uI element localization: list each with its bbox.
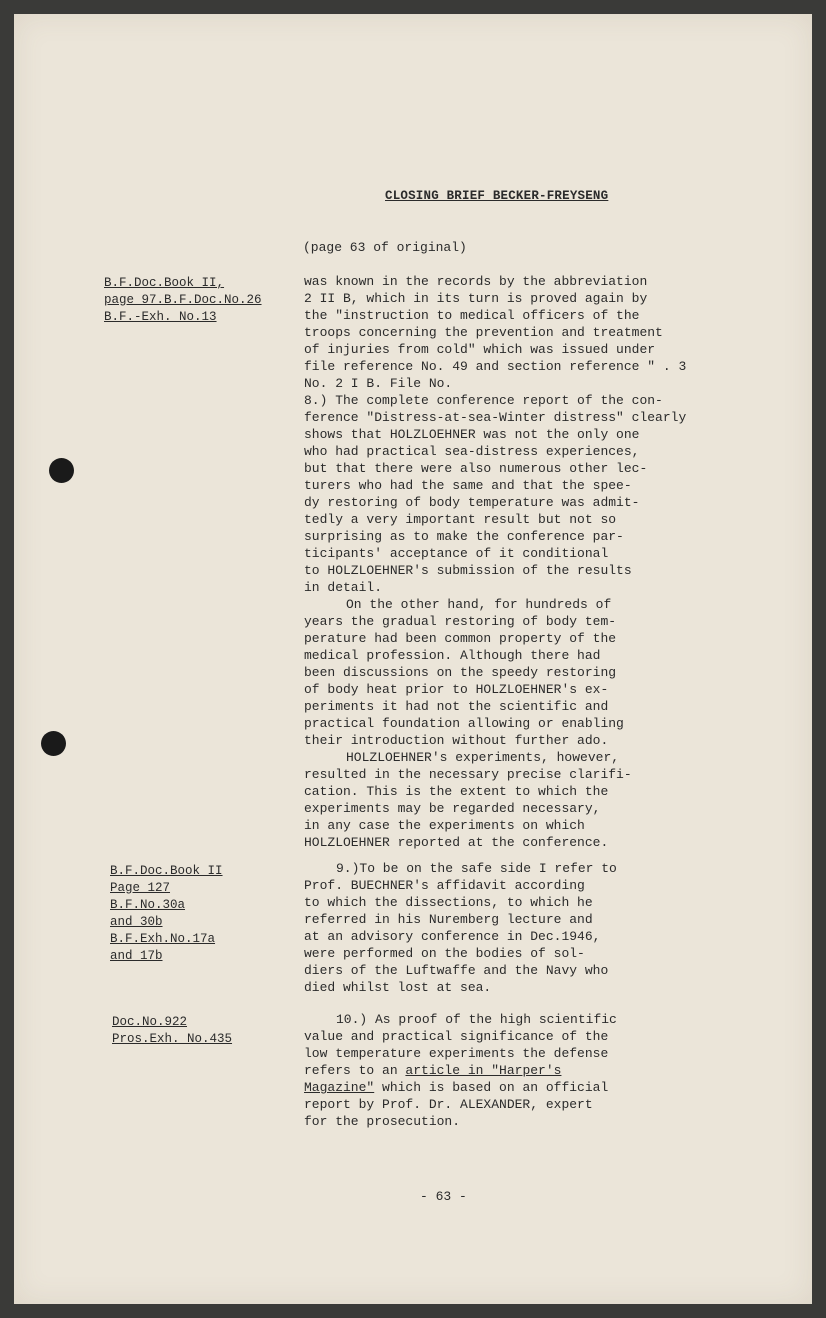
margin-note-line: Page 127 xyxy=(110,881,171,895)
text-line: tedly a very important result but not so xyxy=(304,512,617,527)
text-line: experiments may be regarded necessary, xyxy=(304,801,601,816)
harpers-article-ref: article in "Harper's xyxy=(405,1063,562,1078)
paragraph-other-hand xyxy=(304,596,624,749)
margin-note-line: B.F.Doc.Book II, xyxy=(104,276,225,290)
text-line: was known in the records by the abbreviation xyxy=(304,274,648,289)
paragraph-records xyxy=(304,273,686,392)
text-line xyxy=(304,1079,617,1096)
margin-note-line: B.F.Doc.Book II xyxy=(110,864,223,878)
text-line: low temperature experiments the defense xyxy=(304,1046,609,1061)
margin-note-line: Doc.No.922 xyxy=(112,1015,188,1029)
text-line: to which the dissections, to which he xyxy=(304,895,593,910)
text-line: dy restoring of body temperature was admit- xyxy=(304,495,640,510)
text-line: turers who had the same and that the spee- xyxy=(304,478,632,493)
text-line: value and practical significance of the xyxy=(304,1029,609,1044)
text-fragment: refers to an xyxy=(304,1063,406,1078)
margin-note-1 xyxy=(104,275,262,326)
text-line: to HOLZLOEHNER's submission of the results xyxy=(304,563,632,578)
text-line: resulted in the necessary precise clarifi- xyxy=(304,767,632,782)
margin-note-line: and 17b xyxy=(110,949,163,963)
text-line: years the gradual restoring of body tem- xyxy=(304,614,617,629)
text-line: 8.) The complete conference report of the con- xyxy=(304,393,663,408)
text-line: ticipants' acceptance of it conditional xyxy=(304,546,609,561)
margin-note-line: Pros.Exh. No.435 xyxy=(112,1032,233,1046)
text-line: troops concerning the prevention and treatment xyxy=(304,325,663,340)
text-line: their introduction without further ado. xyxy=(304,733,609,748)
text-line: report by Prof. Dr. ALEXANDER, expert xyxy=(304,1097,593,1112)
paragraph-9 xyxy=(304,860,617,996)
document-title: CLOSING BRIEF BECKER-FREYSENG xyxy=(385,189,609,203)
text-line: for the prosecution. xyxy=(304,1114,461,1129)
text-line: Prof. BUECHNER's affidavit according xyxy=(304,878,585,893)
text-line: of injuries from cold" which was issued under xyxy=(304,342,656,357)
margin-note-3 xyxy=(112,1014,232,1048)
text-line: at an advisory conference in Dec.1946, xyxy=(304,929,601,944)
page-number: - 63 - xyxy=(420,1189,467,1204)
text-line: in any case the experiments on which xyxy=(304,818,585,833)
text-line: HOLZLOEHNER reported at the conference. xyxy=(304,835,609,850)
margin-note-line: B.F.No.30a xyxy=(110,898,186,912)
margin-note-2 xyxy=(110,863,223,965)
text-line: referred in his Nuremberg lecture and xyxy=(304,912,593,927)
text-line: periments it had not the scientific and xyxy=(304,699,609,714)
text-line: On the other hand, for hundreds of xyxy=(346,597,612,612)
text-line: in detail. xyxy=(304,580,383,595)
text-line: ference "Distress-at-sea-Winter distress" clearly xyxy=(304,410,687,425)
page-reference: (page 63 of original) xyxy=(303,240,467,255)
text-line: 10.) As proof of the high scientific xyxy=(336,1012,617,1027)
text-line xyxy=(304,1062,617,1079)
text-line: were performed on the bodies of sol- xyxy=(304,946,585,961)
text-line: practical foundation allowing or enabling xyxy=(304,716,624,731)
paragraph-experiments xyxy=(304,749,632,851)
text-fragment: which is based on an official xyxy=(374,1080,609,1095)
margin-note-line: page 97.B.F.Doc.No.26 xyxy=(104,293,262,307)
text-line: but that there were also numerous other lec- xyxy=(304,461,648,476)
text-line: died whilst lost at sea. xyxy=(304,980,492,995)
text-line: HOLZLOEHNER's experiments, however, xyxy=(346,750,620,765)
text-line: the "instruction to medical officers of the xyxy=(304,308,640,323)
margin-note-line: and 30b xyxy=(110,915,163,929)
text-line: file reference No. 49 and section reference " . 3 xyxy=(304,359,687,374)
text-line: medical profession. Although there had xyxy=(304,648,601,663)
paragraph-10 xyxy=(304,1011,617,1130)
text-line: 2 II B, which in its turn is proved again by xyxy=(304,291,648,306)
text-line: been discussions on the speedy restoring xyxy=(304,665,617,680)
text-line: cation. This is the extent to which the xyxy=(304,784,609,799)
paragraph-8 xyxy=(304,392,686,596)
text-line: perature had been common property of the xyxy=(304,631,617,646)
text-line: diers of the Luftwaffe and the Navy who xyxy=(304,963,609,978)
punch-hole xyxy=(41,731,66,756)
margin-note-line: B.F.-Exh. No.13 xyxy=(104,310,217,324)
text-line: 9.)To be on the safe side I refer to xyxy=(336,861,617,876)
text-line: of body heat prior to HOLZLOEHNER's ex- xyxy=(304,682,609,697)
harpers-magazine-ref: Magazine" xyxy=(304,1080,375,1095)
text-line: surprising as to make the conference par- xyxy=(304,529,624,544)
text-line: shows that HOLZLOEHNER was not the only one xyxy=(304,427,640,442)
text-line: No. 2 I B. File No. xyxy=(304,376,453,391)
text-line: who had practical sea-distress experiences, xyxy=(304,444,640,459)
margin-note-line: B.F.Exh.No.17a xyxy=(110,932,216,946)
punch-hole xyxy=(49,458,74,483)
